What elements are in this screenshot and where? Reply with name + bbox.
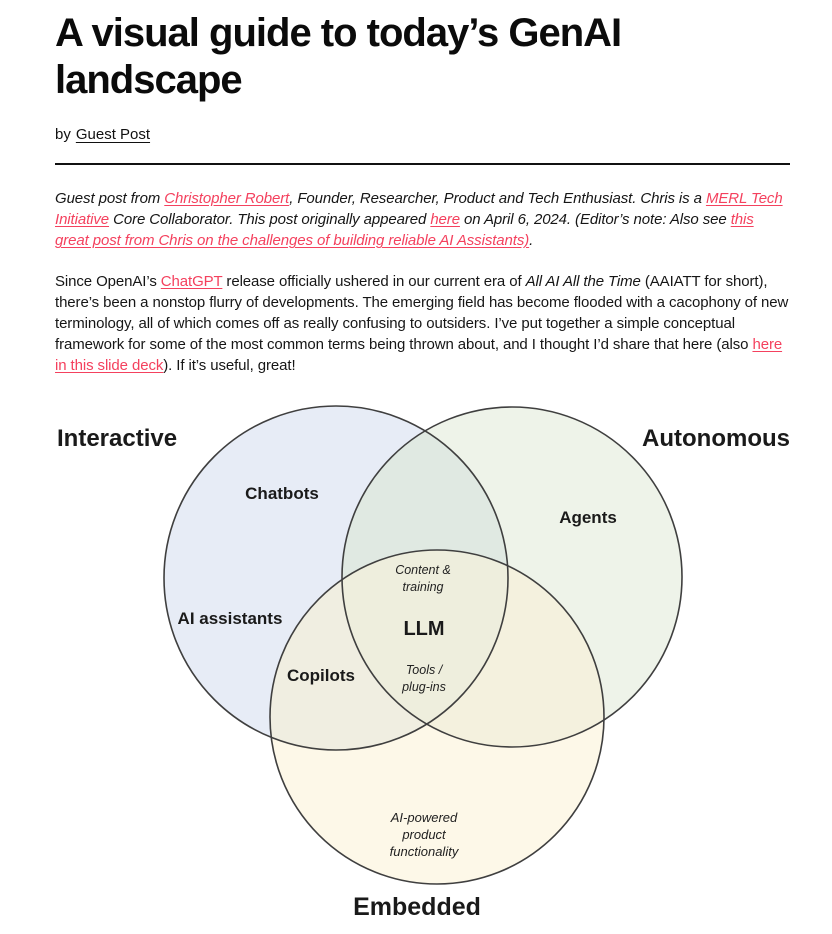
text-segment: Core Collaborator. This post originally appeared bbox=[109, 211, 431, 229]
byline-author-link[interactable]: Guest Post bbox=[75, 126, 151, 144]
text-segment: , Founder, Researcher, Product and Tech Enthusiast. Chris is a bbox=[289, 190, 706, 208]
byline bbox=[55, 126, 790, 143]
venn-diagram-svg bbox=[55, 402, 790, 929]
venn-label-tools-plugins-line1: Tools / bbox=[405, 663, 443, 678]
inline-link[interactable]: this great post from Chris on the challenges of building reliable AI Assistants) bbox=[55, 211, 754, 250]
byline-prefix: by bbox=[55, 126, 71, 144]
body-paragraph bbox=[55, 271, 790, 376]
venn-label-ai-assistants: AI assistants bbox=[177, 609, 283, 629]
article-page bbox=[55, 10, 790, 934]
venn-label-chatbots: Chatbots bbox=[245, 484, 319, 504]
page-title: A visual guide to today’s GenAI landscape bbox=[55, 11, 622, 103]
venn-label-content-training-line1: Content & bbox=[395, 563, 451, 578]
intro-paragraph bbox=[55, 188, 790, 251]
venn-diagram-image bbox=[55, 402, 790, 934]
venn-label-agents: Agents bbox=[559, 508, 617, 528]
venn-label-ai-powered-line1: AI-powered bbox=[390, 810, 458, 826]
text-segment: (AAIATT for short), there’s been a nonstop flurry of developments. The emerging field has become flooded with a cacophony of new terminology, all of which comes off as really confusing to outsiders. I’ve put together a simple conceptual framework for some of the most common terms being thrown about, and I thought I’d share that here (also bbox=[55, 273, 789, 354]
venn-label-interactive: Interactive bbox=[57, 425, 178, 453]
venn-label-tools-plugins-line2: plug-ins bbox=[402, 680, 446, 695]
venn-label-ai-powered-line3: functionality bbox=[389, 844, 459, 860]
text-segment: Guest post from bbox=[55, 190, 165, 208]
venn-label-content-training-line2: training bbox=[402, 580, 444, 595]
venn-label-copilots: Copilots bbox=[287, 666, 355, 686]
venn-label-autonomous: Autonomous bbox=[642, 425, 790, 453]
inline-link[interactable]: here in this slide deck bbox=[55, 336, 783, 375]
text-segment: on April 6, 2024. (Editor’s note: Also see bbox=[459, 211, 731, 229]
text-segment: . bbox=[529, 232, 534, 250]
divider bbox=[55, 163, 790, 165]
text-segment: ). If it’s useful, great! bbox=[163, 357, 296, 375]
text-segment: release officially ushered in our current era of bbox=[222, 273, 526, 291]
inline-link[interactable]: here bbox=[430, 211, 460, 229]
venn-label-embedded: Embedded bbox=[353, 893, 481, 922]
inline-link[interactable]: MERL Tech Initiative bbox=[55, 190, 783, 229]
text-segment: Since OpenAI’s bbox=[55, 273, 161, 291]
text-segment: All AI All the Time bbox=[525, 273, 641, 291]
inline-link[interactable]: ChatGPT bbox=[160, 273, 223, 291]
inline-link[interactable]: Christopher Robert bbox=[164, 190, 290, 208]
venn-label-ai-powered-line2: product bbox=[402, 827, 446, 843]
venn-label-llm: LLM bbox=[403, 618, 445, 641]
